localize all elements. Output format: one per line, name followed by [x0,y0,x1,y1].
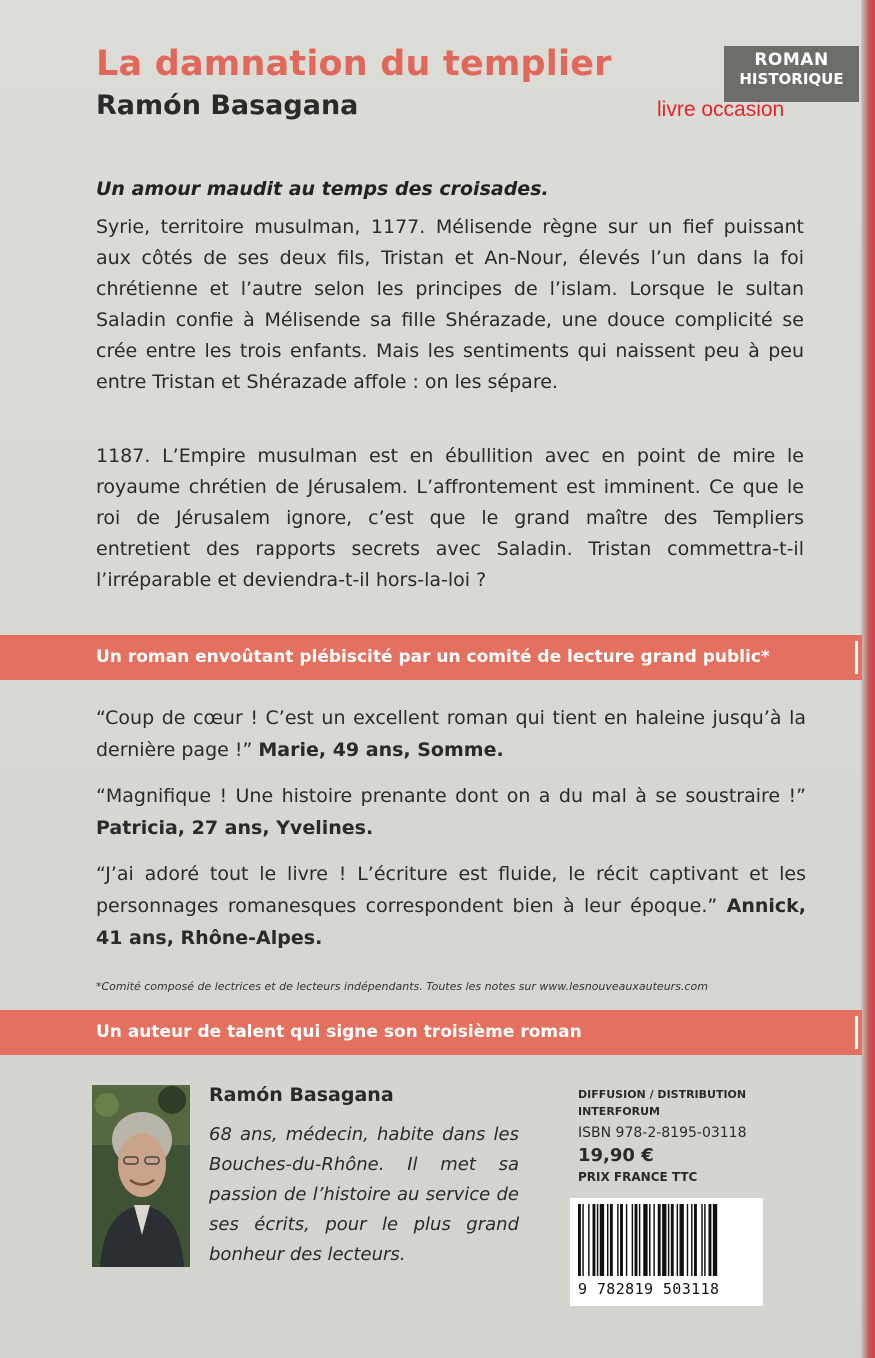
reader-quote [96,858,806,954]
blurb-tagline: Un amour maudit au temps des croisades. [96,178,549,200]
quote-text: “J’ai adoré tout le livre ! L’écriture est fluide, le récit captivant et les personnages romanesques correspondent bien à leur époque.” [96,863,806,917]
quote-text: “Magnifique ! Une histoire prenante dont on a du mal à se soustraire !” [96,785,806,807]
quote-signature: Patricia, 27 ans, Yvelines. [96,817,374,839]
genre-line-2: HISTORIQUE [739,70,844,88]
banner-author-talent-text: Un auteur de talent qui signe son troisième roman [96,1022,582,1042]
banner-tick [855,1016,858,1049]
distribution-line-1: DIFFUSION / DISTRIBUTION [578,1088,747,1101]
price-label: PRIX FRANCE TTC [578,1170,698,1184]
price: 19,90 € [578,1145,654,1166]
isbn: ISBN 978-2-8195-03118 [578,1125,747,1141]
banner-tick [855,641,858,674]
distribution-info [578,1086,746,1120]
reader-quote [96,702,806,766]
genre-badge [724,46,859,102]
barcode-icon [570,1198,763,1278]
distribution-line-2: INTERFORUM [578,1105,661,1118]
blurb-paragraph-1: Syrie, territoire musulman, 1177. Mélisende règne sur un fief puissant aux côtés de ses deux fils, Tristan et An-Nour, élevés l’un dans la foi chrétienne et l’autre selon les principes de l’islam. Lorsque le sultan Saladin confie à Mélisende sa fille Shérazade, une douce complicité se crée entre les trois enfants. Mais les sentiments qui naissent peu à peu entre Tristan et Shérazade affole : on les sépare. [96,216,804,393]
committee-footnote: *Comité composé de lectrices et de lecteurs indépendants. Toutes les notes sur www.lesnouveauxauteurs.com [96,980,708,993]
watermark-text: livre occasion [657,98,785,121]
author-portrait-icon [92,1085,190,1267]
blurb-paragraph-2: 1187. L’Empire musulman est en ébullition avec en point de mire le royaume chrétien de Jérusalem. L’affrontement est imminent. Ce que le roi de Jérusalem ignore, c’est que le grand maître des Templiers entretient des rapports secrets avec Saladin. Tristan commettra-t-il l’irréparable et deviendra-t-il hors-la-loi ? [96,445,804,591]
quote-text: “Coup de cœur ! C’est un excellent roman qui tient en haleine jusqu’à la dernière page !” [96,707,806,761]
banner-author-talent [0,1010,862,1055]
book-author: Ramón Basagana [96,90,359,121]
genre-line-1: ROMAN [754,50,829,70]
banner-reading-committee [0,635,862,680]
barcode-digits: 9 782819 503118 [578,1280,720,1298]
cover-edge [861,0,875,1358]
bio-author-name: Ramón Basagana [209,1084,394,1106]
reader-quote [96,780,806,844]
quote-signature: Annick, 41 ans, Rhône-Alpes. [96,895,806,949]
bio-text: 68 ans, médecin, habite dans les Bouches-du-Rhône. Il met sa passion de l’histoire au service de ses écrits, pour le plus grand bonheur des lecteurs. [209,1124,519,1265]
banner-reading-committee-text: Un roman envoûtant plébiscité par un comité de lecture grand public* [96,647,770,667]
author-photo [92,1085,190,1267]
quote-signature: Marie, 49 ans, Somme. [258,739,504,761]
book-title: La damnation du templier [96,44,612,84]
